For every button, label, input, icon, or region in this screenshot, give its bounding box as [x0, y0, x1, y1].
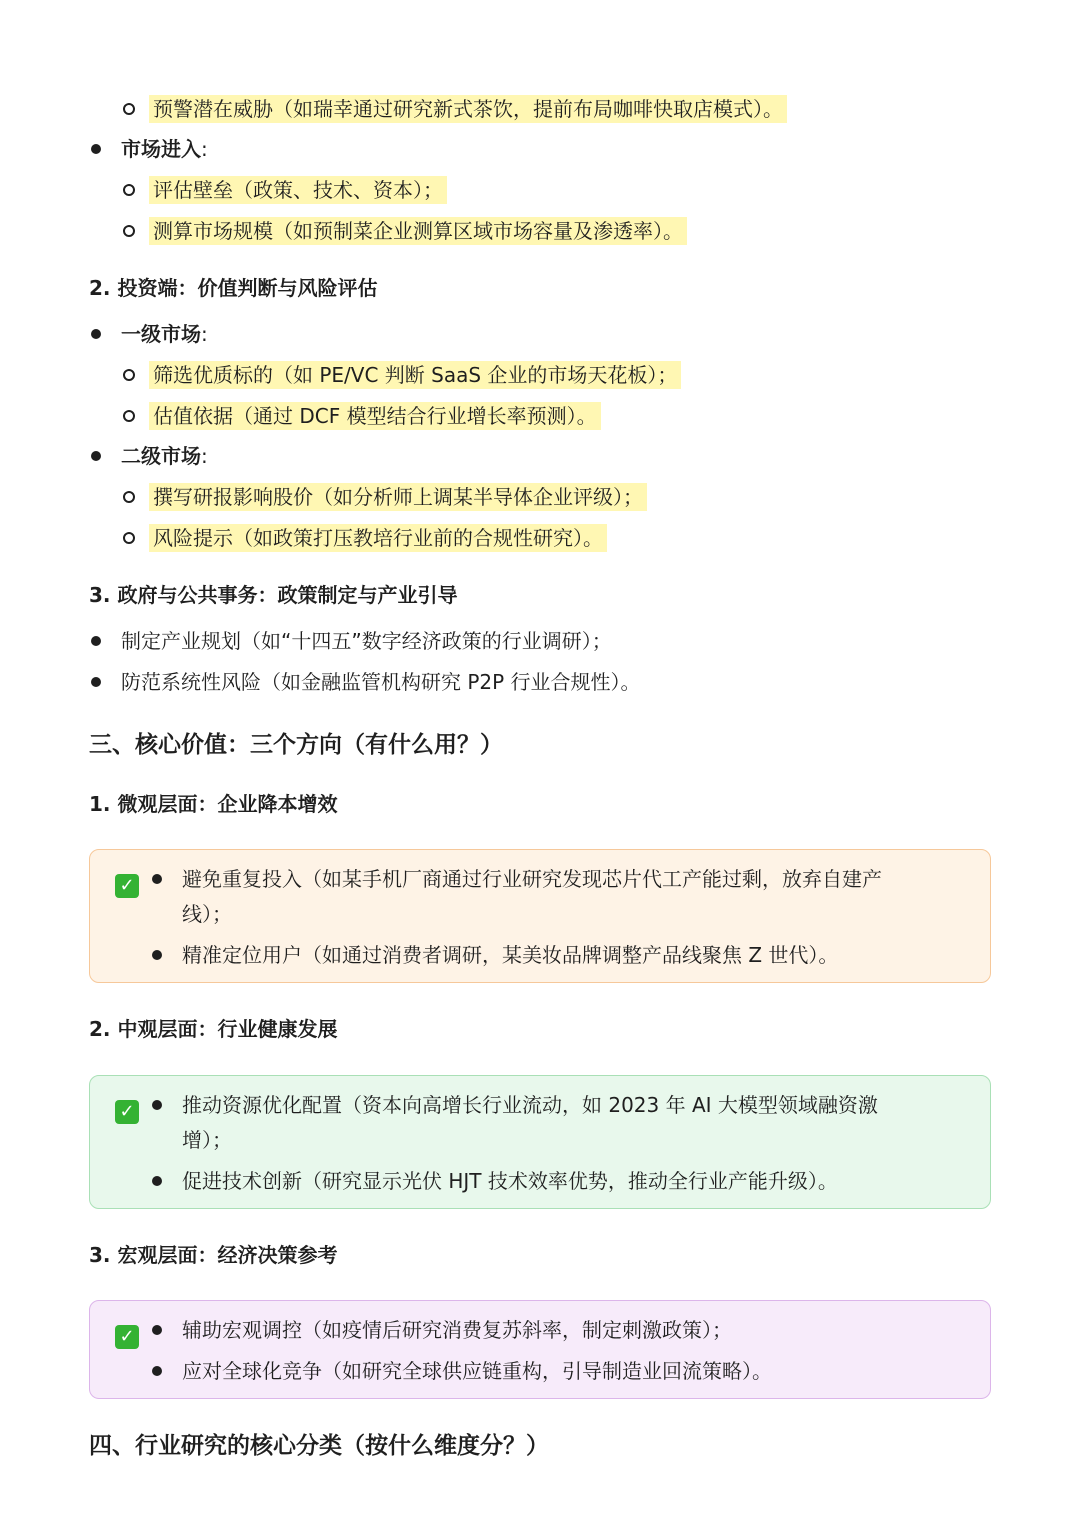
list-item [153, 176, 447, 204]
circle-bullet-icon [123, 184, 135, 196]
highlight-text: 预警潜在威胁（如瑞幸通过研究新式茶饮，提前布局咖啡快取店模式）。 [149, 95, 787, 123]
secondary-market-label: 二级市场 [121, 444, 201, 468]
section-heading-meso: 2. 中观层面：行业健康发展 [89, 1017, 338, 1041]
list-item-heading [121, 135, 208, 163]
circle-bullet-icon [123, 369, 135, 381]
circle-bullet-icon [123, 532, 135, 544]
callout-item: 精准定位用户（如通过消费者调研，某美妆品牌调整产品线聚焦 Z 世代）。 [182, 943, 839, 967]
list-item [153, 361, 681, 389]
market-entry-label: 市场进入 [121, 137, 201, 161]
circle-bullet-icon [123, 225, 135, 237]
bullet-icon [152, 1325, 162, 1335]
bullet-icon [91, 451, 101, 461]
callout-item-continued: 增）； [182, 1128, 232, 1152]
list-item-heading [121, 320, 208, 348]
list-item [153, 95, 787, 123]
circle-bullet-icon [123, 491, 135, 503]
section-heading-gov: 3. 政府与公共事务：政策制定与产业引导 [89, 583, 458, 607]
highlight-text: 风险提示（如政策打压教培行业前的合规性研究）。 [149, 524, 607, 552]
bullet-icon [152, 1100, 162, 1110]
colon: : [201, 322, 208, 346]
circle-bullet-icon [123, 410, 135, 422]
bullet-icon [91, 636, 101, 646]
colon: : [201, 137, 208, 161]
highlight-text: 评估壁垒（政策、技术、资本）； [149, 176, 447, 204]
bullet-icon [152, 1366, 162, 1376]
bullet-icon [152, 1176, 162, 1186]
list-item: 制定产业规划（如“十四五”数字经济政策的行业调研）； [121, 629, 612, 653]
check-icon: ✓ [115, 874, 139, 898]
bullet-icon [152, 950, 162, 960]
list-item [153, 524, 607, 552]
primary-market-label: 一级市场 [121, 322, 201, 346]
callout-item-continued: 线）； [182, 902, 232, 926]
colon: : [201, 444, 208, 468]
chapter-heading-core-value: 三、核心价值：三个方向（有什么用？） [89, 732, 503, 758]
highlight-text: 筛选优质标的（如 PE/VC 判断 SaaS 企业的市场天花板）； [149, 361, 681, 389]
list-item [153, 402, 601, 430]
circle-bullet-icon [123, 103, 135, 115]
callout-meso [89, 1075, 991, 1209]
highlight-text: 测算市场规模（如预制菜企业测算区域市场容量及渗透率）。 [149, 217, 687, 245]
highlight-text: 估值依据（通过 DCF 模型结合行业增长率预测）。 [149, 402, 601, 430]
callout-item: 避免重复投入（如某手机厂商通过行业研究发现芯片代工产能过剩，放弃自建产 [182, 867, 882, 891]
bullet-icon [91, 677, 101, 687]
section-heading-micro: 1. 微观层面：企业降本增效 [89, 792, 338, 816]
list-item-heading [121, 442, 208, 470]
bullet-icon [152, 874, 162, 884]
callout-item: 推动资源优化配置（资本向高增长行业流动，如 2023 年 AI 大模型领域融资激 [182, 1093, 878, 1117]
chapter-heading-classification: 四、行业研究的核心分类（按什么维度分？） [89, 1433, 549, 1459]
bullet-icon [91, 329, 101, 339]
callout-item: 应对全球化竞争（如研究全球供应链重构，引导制造业回流策略）。 [182, 1359, 772, 1383]
list-item: 防范系统性风险（如金融监管机构研究 P2P 行业合规性）。 [121, 670, 641, 694]
callout-macro [89, 1300, 991, 1399]
list-item [153, 217, 687, 245]
section-heading-invest: 2. 投资端：价值判断与风险评估 [89, 276, 378, 300]
section-heading-macro: 3. 宏观层面：经济决策参考 [89, 1243, 338, 1267]
check-icon: ✓ [115, 1325, 139, 1349]
bullet-icon [91, 144, 101, 154]
list-item [153, 483, 647, 511]
callout-micro [89, 849, 991, 983]
highlight-text: 撰写研报影响股价（如分析师上调某半导体企业评级）； [149, 483, 647, 511]
check-icon: ✓ [115, 1100, 139, 1124]
callout-item: 辅助宏观调控（如疫情后研究消费复苏斜率，制定刺激政策）； [182, 1318, 732, 1342]
callout-item: 促进技术创新（研究显示光伏 HJT 技术效率优势，推动全行业产能升级）。 [182, 1169, 838, 1193]
